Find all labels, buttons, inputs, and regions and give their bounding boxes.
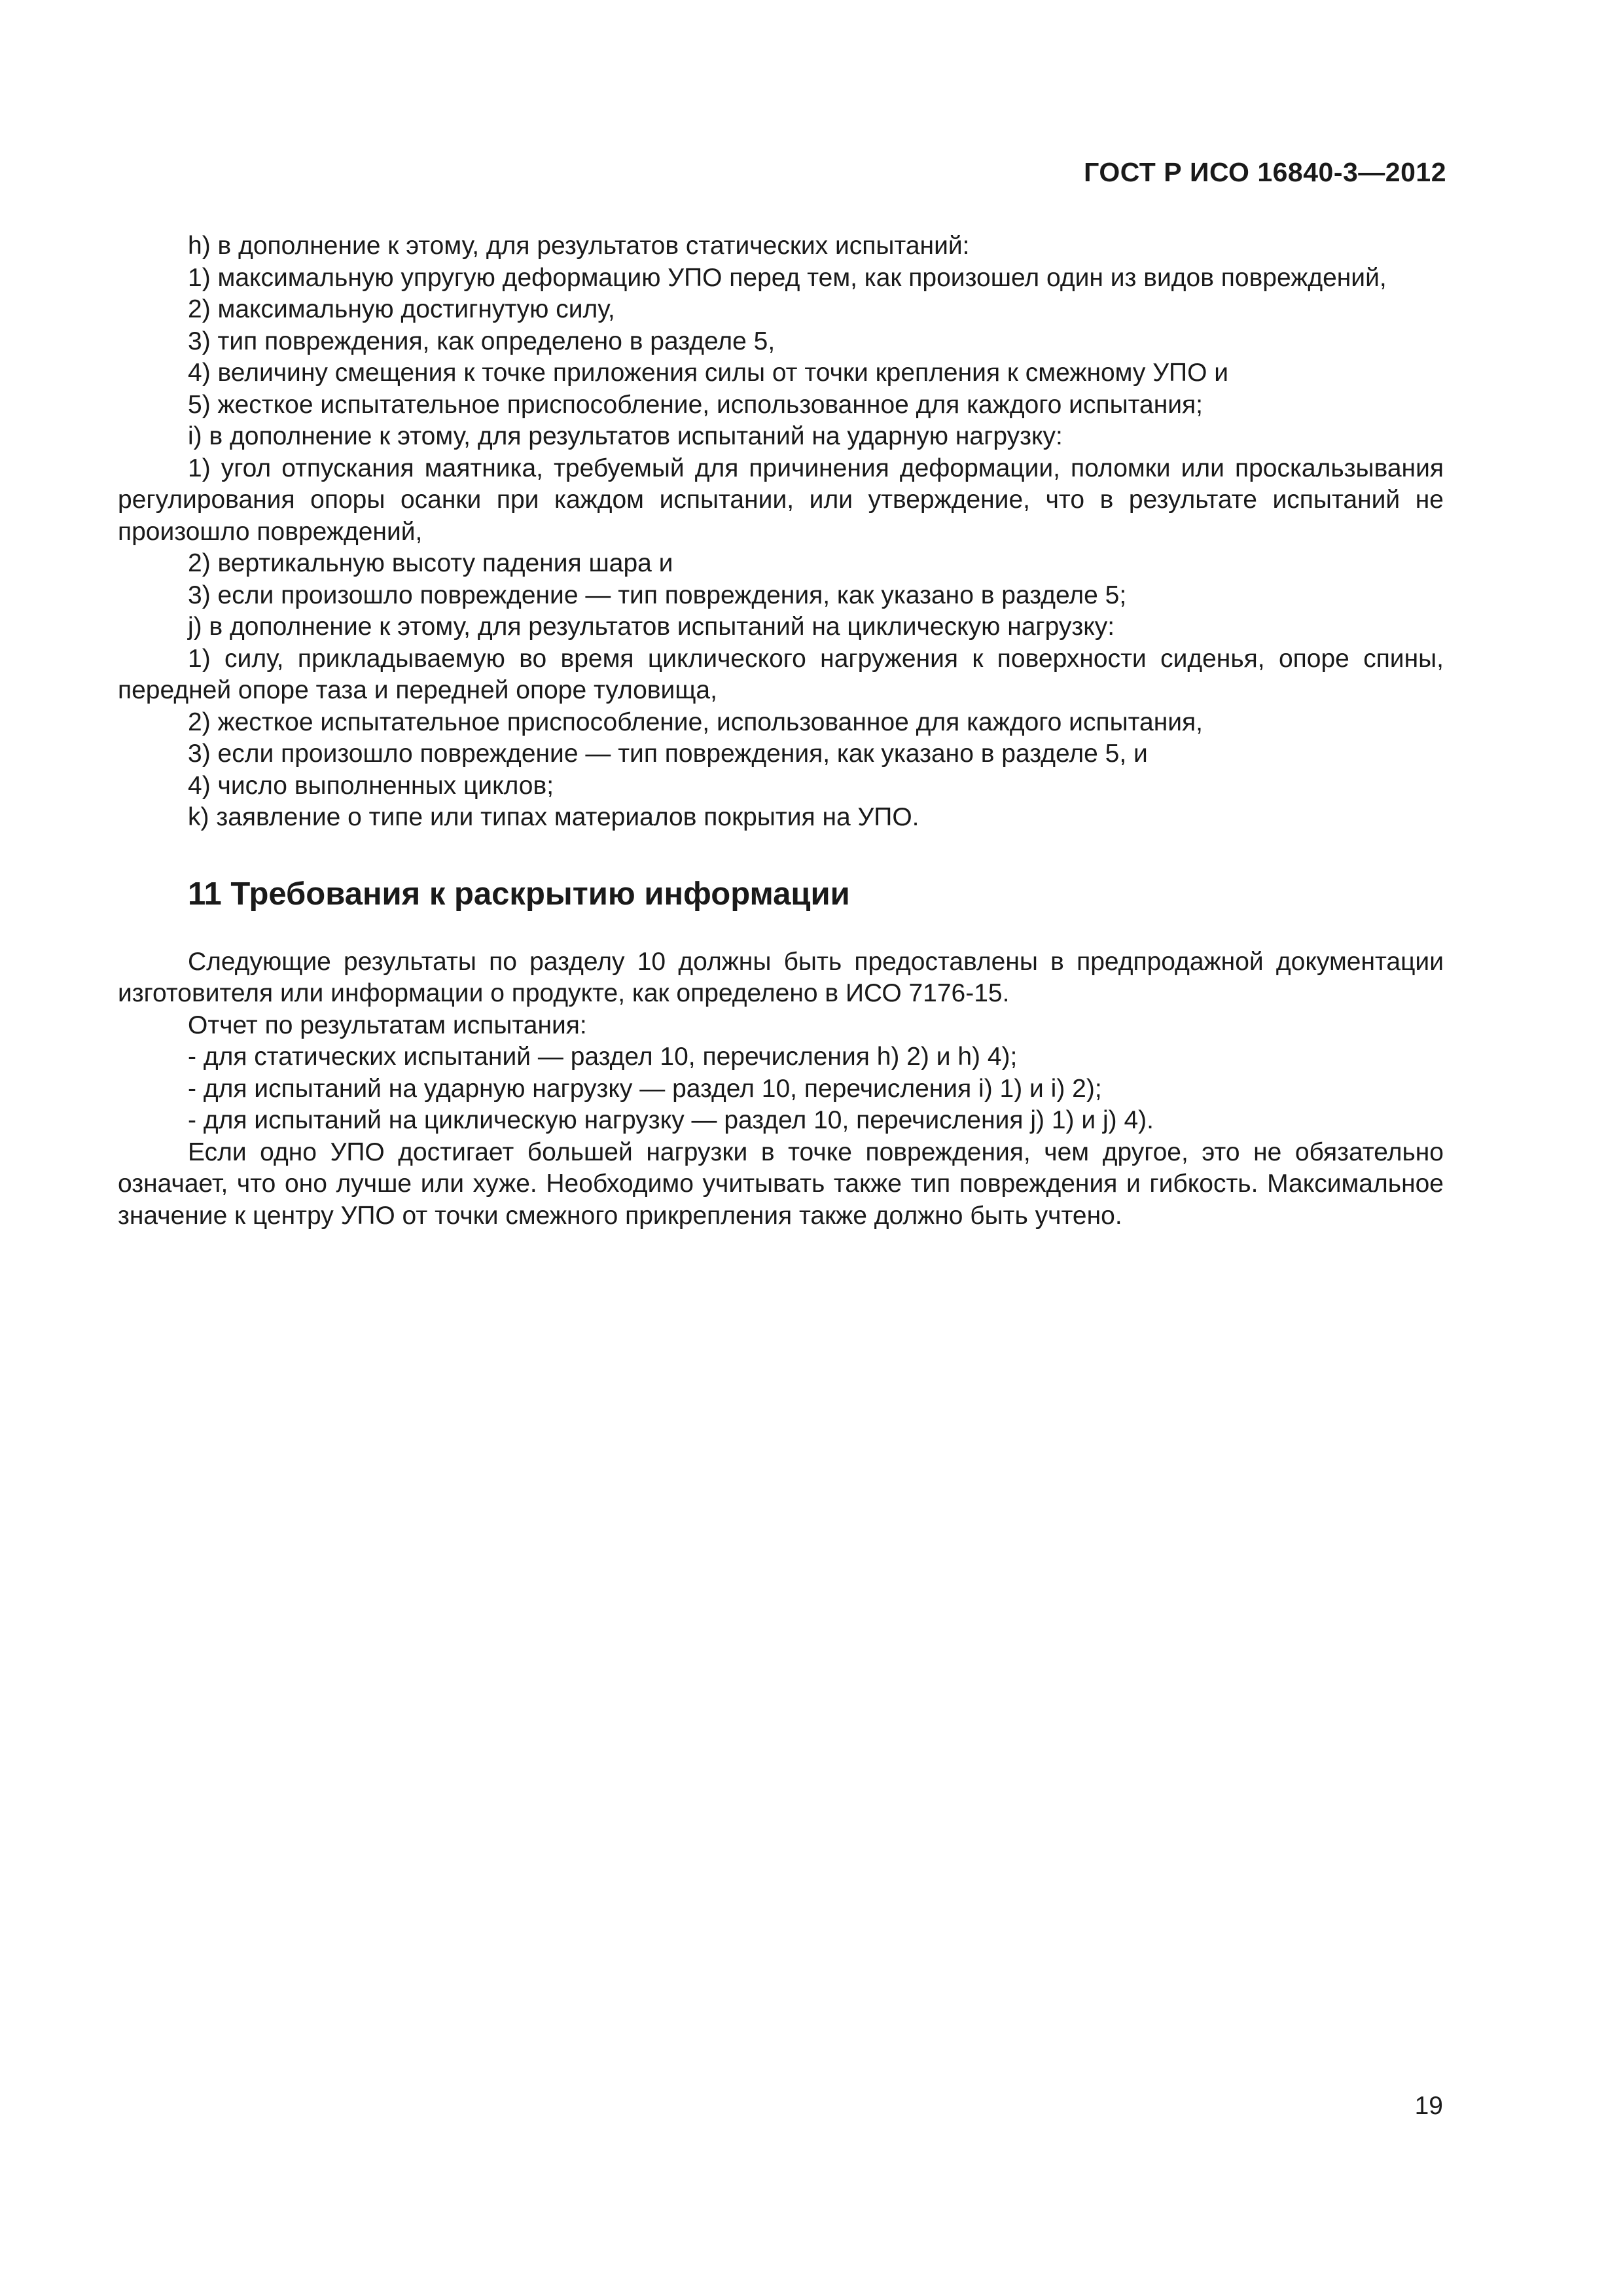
list-item-j-1: 1) силу, прикладываемую во время циклического нагружения к поверхности сиденья, опоре спины, передней опоре таза и передней опоре туловища, <box>118 644 1444 704</box>
section-list-item: - для испытаний на ударную нагрузку — раздел 10, перечисления i) 1) и i) 2); <box>188 1074 1102 1103</box>
section-paragraph: Отчет по результатам испытания: <box>188 1011 587 1039</box>
list-item-h-2: 2) максимальную достигнутую силу, <box>188 295 615 323</box>
section-paragraph: Если одно УПО достигает большей нагрузки в точке повреждения, чем другое, это не обязательно означает, что оно лучше или хуже. Необходимо учитывать также тип повреждения и гибкость. Максимальное значение к центру УПО от точки смежного прикрепления также должно быть учтено. <box>118 1138 1444 1230</box>
section-paragraph: Следующие результаты по разделу 10 должны быть предоставлены в предпродажной документации изготовителя или информации о продукте, как определено в ИСО 7176-15. <box>118 947 1444 1007</box>
list-item-h-1: 1) максимальную упругую деформацию УПО перед тем, как произошел один из видов повреждений, <box>188 263 1387 292</box>
list-item-h: h) в дополнение к этому, для результатов статических испытаний: <box>188 232 970 260</box>
list-item-j-3: 3) если произошло повреждение — тип повреждения, как указано в разделе 5, и <box>188 740 1148 768</box>
list-item-h-3: 3) тип повреждения, как определено в разделе 5, <box>188 327 776 355</box>
list-item-h-5: 5) жесткое испытательное приспособление, использованное для каждого испытания; <box>188 390 1203 419</box>
list-item-i: i) в дополнение к этому, для результатов испытаний на ударную нагрузку: <box>188 422 1063 450</box>
document-header: ГОСТ Р ИСО 16840-3—2012 <box>1084 157 1446 187</box>
list-item-j: j) в дополнение к этому, для результатов испытаний на циклическую нагрузку: <box>188 613 1115 641</box>
list-item-j-4: 4) число выполненных циклов; <box>188 771 554 800</box>
section-list-item: - для статических испытаний — раздел 10, перечисления h) 2) и h) 4); <box>188 1043 1018 1071</box>
page-number: 19 <box>1414 2092 1443 2120</box>
list-item-i-3: 3) если произошло повреждение — тип повреждения, как указано в разделе 5; <box>188 581 1127 609</box>
list-item-i-1: 1) угол отпускания маятника, требуемый для причинения деформации, поломки или проскальзывания регулирования опоры осанки при каждом испытании, или утверждение, что в результате испытаний не произошло повреждений, <box>118 454 1444 546</box>
list-item-j-2: 2) жесткое испытательное приспособление, использованное для каждого испытания, <box>188 708 1203 736</box>
list-item-i-2: 2) вертикальную высоту падения шара и <box>188 549 673 577</box>
list-item-h-4: 4) величину смещения к точке приложения силы от точки крепления к смежному УПО и <box>188 359 1229 387</box>
section-title: 11 Требования к раскрытию информации <box>188 876 850 912</box>
list-item-k: k) заявление о типе или типах материалов покрытия на УПО. <box>188 803 919 831</box>
document-body <box>118 230 1444 1232</box>
section-list-item: - для испытаний на циклическую нагрузку — раздел 10, перечисления j) 1) и j) 4). <box>188 1106 1154 1134</box>
